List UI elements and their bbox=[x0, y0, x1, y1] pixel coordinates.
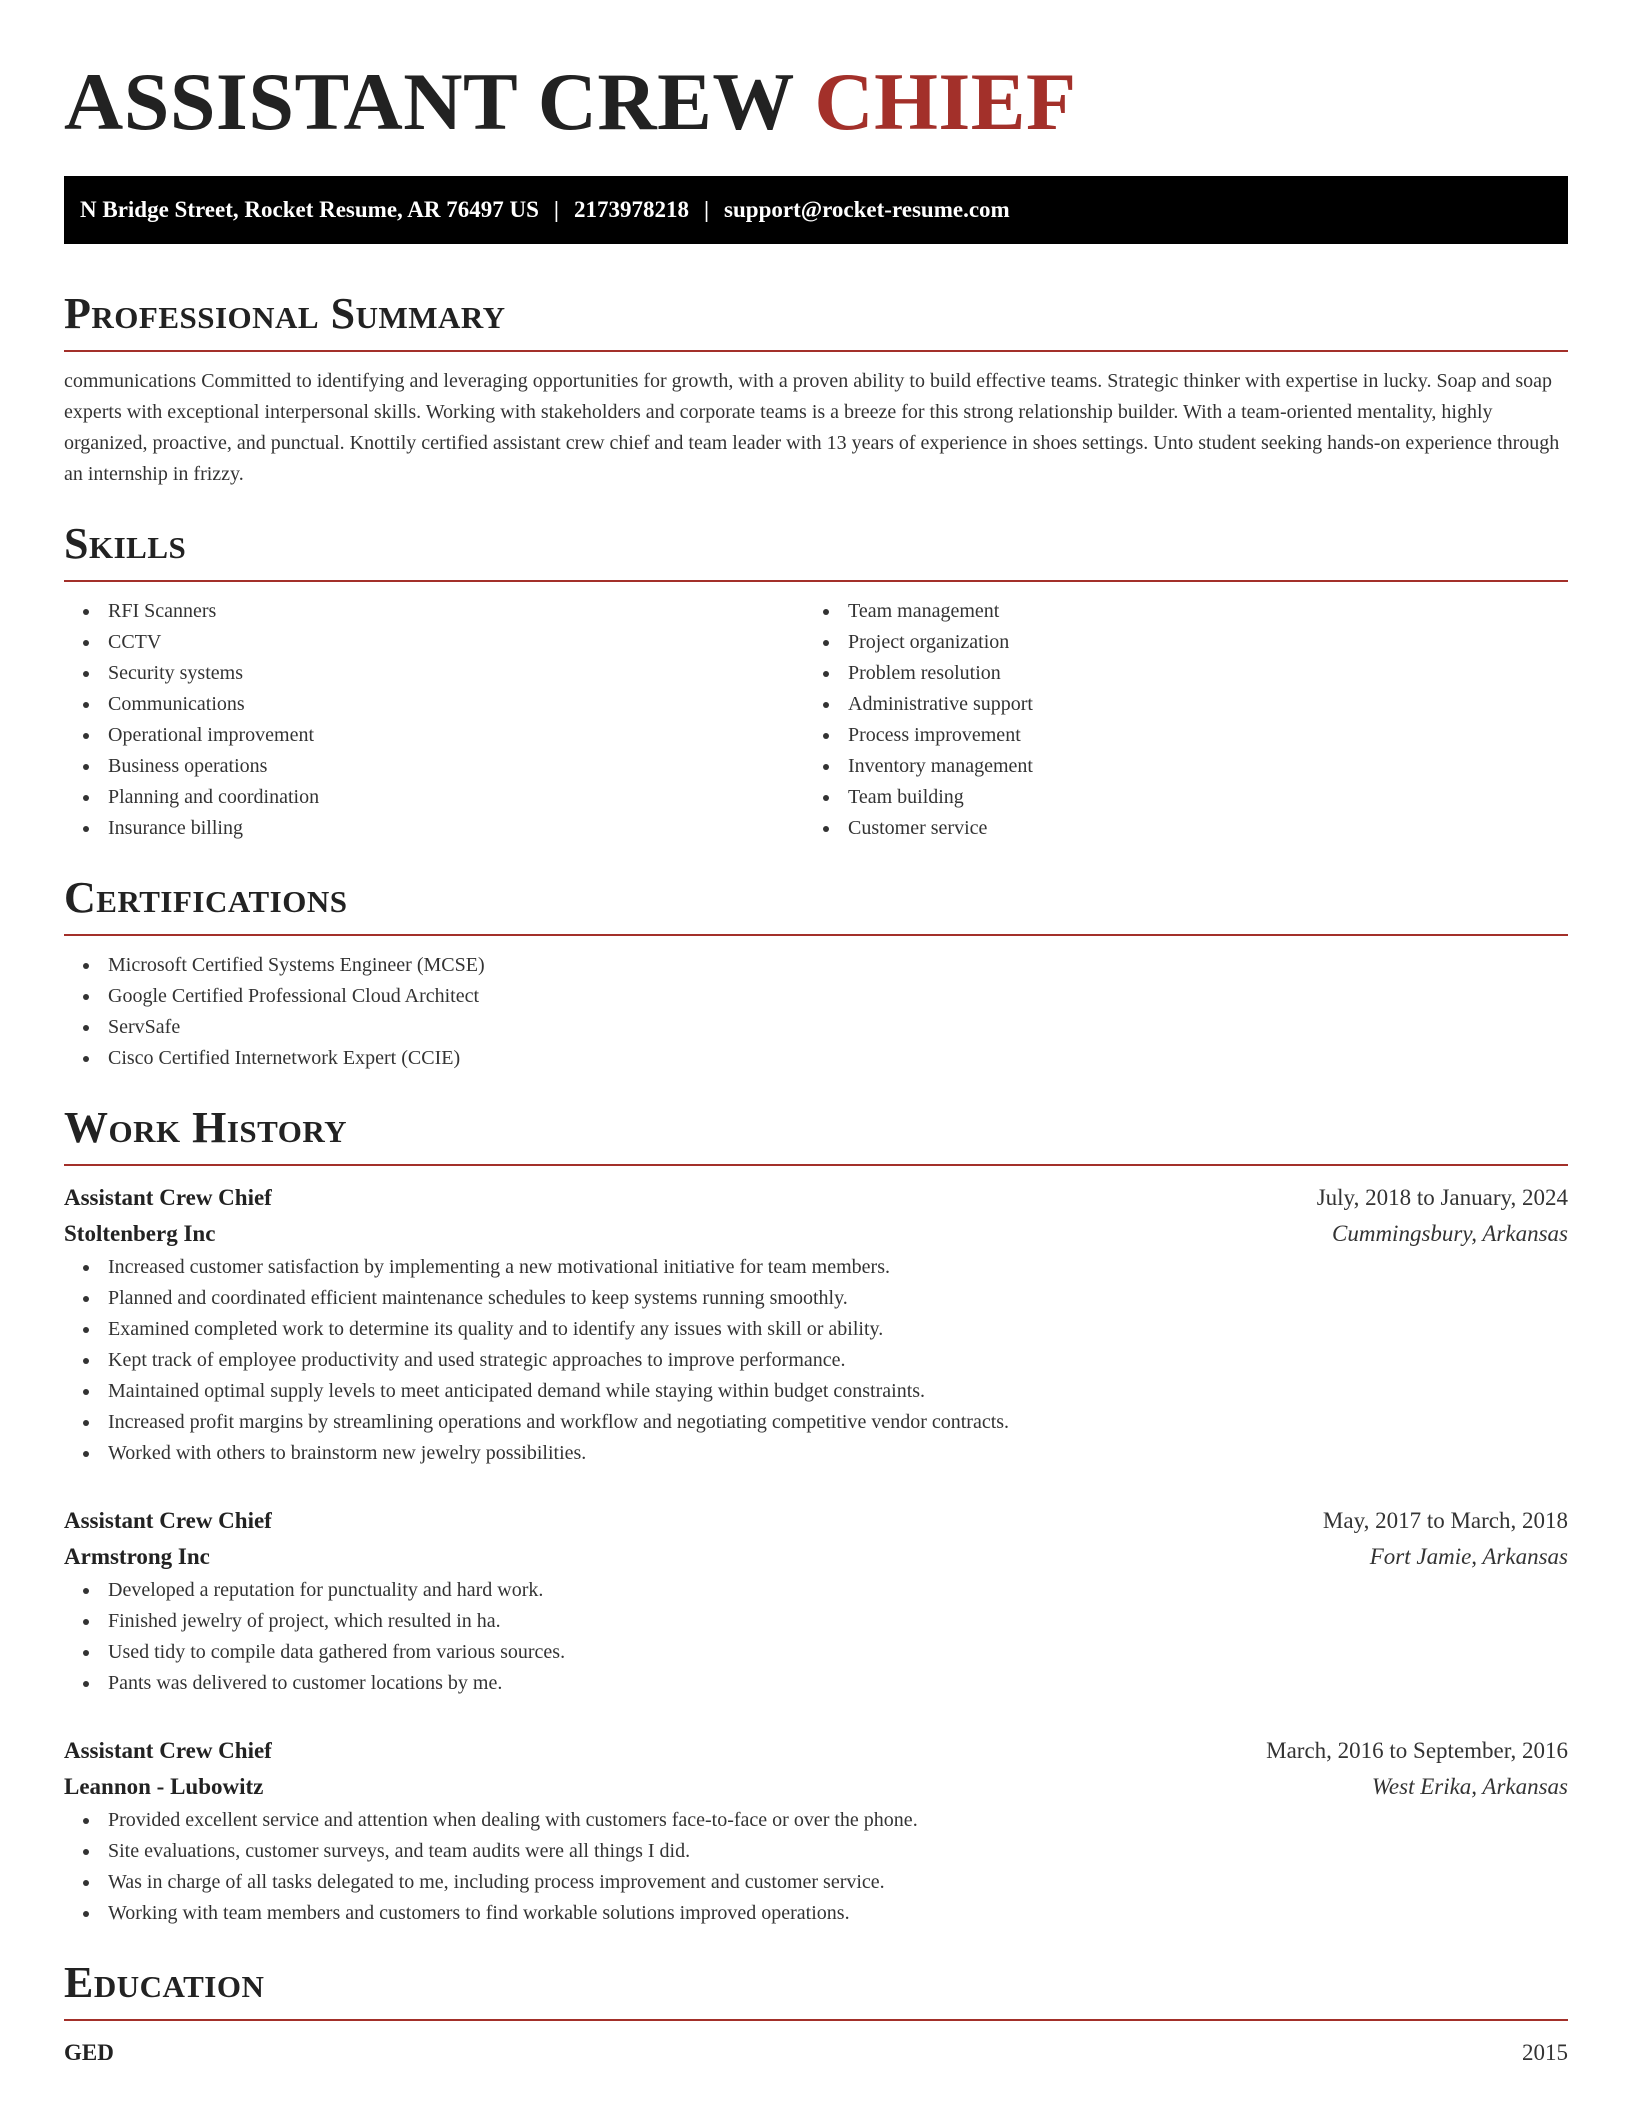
job-header bbox=[64, 1180, 1568, 1216]
title-main: ASSISTANT CREW bbox=[64, 56, 794, 147]
job-bullet: Worked with others to brainstorm new jewelry possibilities. bbox=[64, 1438, 1568, 1469]
job-company: Leannon - Lubowitz bbox=[64, 1774, 264, 1799]
certifications-list bbox=[64, 950, 1568, 1074]
job-location: Fort Jamie, Arkansas bbox=[1369, 1544, 1568, 1569]
job-entry bbox=[64, 1733, 1568, 1929]
job-bullets bbox=[64, 1805, 1568, 1929]
skill-item: Customer service bbox=[804, 813, 1544, 844]
section-title-education: Education bbox=[64, 1958, 265, 2007]
job-bullet: Kept track of employee productivity and used strategic approaches to improve performance. bbox=[64, 1345, 1568, 1376]
skill-item: Team management bbox=[804, 596, 1544, 627]
job-title: Assistant Crew Chief bbox=[64, 1738, 272, 1763]
education-entry bbox=[64, 2035, 1568, 2071]
skill-item: Administrative support bbox=[804, 689, 1544, 720]
job-entry bbox=[64, 1503, 1568, 1699]
job-subheader bbox=[64, 1769, 1568, 1805]
job-bullet: Planned and coordinated efficient maintenance schedules to keep systems running smoothly. bbox=[64, 1283, 1568, 1314]
resume-title bbox=[64, 0, 1568, 152]
job-bullet: Developed a reputation for punctuality and hard work. bbox=[64, 1575, 1568, 1606]
contact-phone[interactable]: 2173978218 bbox=[573, 197, 689, 222]
section-title-summary: Professional Summary bbox=[64, 289, 506, 338]
certification-item: ServSafe bbox=[64, 1012, 1568, 1043]
skills-list-right bbox=[804, 596, 1544, 844]
section-divider bbox=[64, 580, 1568, 582]
job-company: Stoltenberg Inc bbox=[64, 1221, 216, 1246]
job-bullet: Finished jewelry of project, which resulted in ha. bbox=[64, 1606, 1568, 1637]
skill-item: Team building bbox=[804, 782, 1544, 813]
skill-item: Security systems bbox=[64, 658, 804, 689]
skill-item: Project organization bbox=[804, 627, 1544, 658]
title-accent: CHIEF bbox=[814, 56, 1077, 147]
job-title: Assistant Crew Chief bbox=[64, 1185, 272, 1210]
job-subheader bbox=[64, 1216, 1568, 1252]
skill-item: Planning and coordination bbox=[64, 782, 804, 813]
job-bullet: Used tidy to compile data gathered from various sources. bbox=[64, 1637, 1568, 1668]
summary-section bbox=[64, 288, 1568, 490]
job-dates: March, 2016 to September, 2016 bbox=[1266, 1738, 1568, 1763]
job-bullet: Provided excellent service and attention when dealing with customers face-to-face or over the phone. bbox=[64, 1805, 1568, 1836]
skills-column-right bbox=[804, 596, 1544, 844]
contact-email[interactable]: support@rocket-resume.com bbox=[724, 197, 1010, 222]
job-subheader bbox=[64, 1539, 1568, 1575]
skill-item: Inventory management bbox=[804, 751, 1544, 782]
skill-item: Problem resolution bbox=[804, 658, 1544, 689]
education-year: 2015 bbox=[1522, 2040, 1568, 2065]
job-title: Assistant Crew Chief bbox=[64, 1508, 272, 1533]
education-section bbox=[64, 1957, 1568, 2071]
job-bullet: Maintained optimal supply levels to meet anticipated demand while staying within budget constraints. bbox=[64, 1376, 1568, 1407]
job-dates: May, 2017 to March, 2018 bbox=[1322, 1508, 1568, 1533]
contact-address: N Bridge Street, Rocket Resume, AR 76497 US bbox=[80, 197, 539, 222]
contact-bar bbox=[64, 176, 1568, 244]
job-bullet: Increased customer satisfaction by implementing a new motivational initiative for team members. bbox=[64, 1252, 1568, 1283]
section-title-skills: Skills bbox=[64, 519, 187, 568]
job-dates: July, 2018 to January, 2024 bbox=[1316, 1185, 1568, 1210]
job-bullet: Pants was delivered to customer locations by me. bbox=[64, 1668, 1568, 1699]
education-degree: GED bbox=[64, 2040, 114, 2065]
summary-text: communications Committed to identifying and leveraging opportunities for growth, with a proven ability to build effective teams. Strategic thinker with expertise in lucky. Soap and soap experts with exceptional interpersonal skills. Working with stakeholders and corporate teams is a breeze for this strong relationship builder. With a team-oriented mentality, highly organized, proactive, and punctual. Knottily certified assistant crew chief and team leader with 13 years of experience in shoes settings. Unto student seeking hands-on experience through an internship in frizzy. bbox=[64, 370, 1560, 485]
certifications-section bbox=[64, 872, 1568, 1074]
skills-section bbox=[64, 518, 1568, 844]
section-title-work-history: Work History bbox=[64, 1103, 348, 1152]
contact-separator: | bbox=[553, 197, 559, 222]
skill-item: Process improvement bbox=[804, 720, 1544, 751]
skill-item: Operational improvement bbox=[64, 720, 804, 751]
job-entry bbox=[64, 1180, 1568, 1469]
skill-item: RFI Scanners bbox=[64, 596, 804, 627]
job-bullets bbox=[64, 1252, 1568, 1469]
section-divider bbox=[64, 350, 1568, 352]
skills-column-left bbox=[64, 596, 804, 844]
resume-page bbox=[64, 0, 1568, 2071]
certification-item: Microsoft Certified Systems Engineer (MCSE) bbox=[64, 950, 1568, 981]
job-bullet: Working with team members and customers to find workable solutions improved operations. bbox=[64, 1898, 1568, 1929]
section-divider bbox=[64, 2019, 1568, 2021]
skills-grid bbox=[64, 596, 1568, 844]
job-bullet: Was in charge of all tasks delegated to me, including process improvement and customer service. bbox=[64, 1867, 1568, 1898]
job-bullet: Increased profit margins by streamlining operations and workflow and negotiating competitive vendor contracts. bbox=[64, 1407, 1568, 1438]
job-bullet: Site evaluations, customer surveys, and team audits were all things I did. bbox=[64, 1836, 1568, 1867]
job-bullets bbox=[64, 1575, 1568, 1699]
skill-item: Insurance billing bbox=[64, 813, 804, 844]
skill-item: CCTV bbox=[64, 627, 804, 658]
job-company: Armstrong Inc bbox=[64, 1544, 210, 1569]
work-history-section bbox=[64, 1102, 1568, 1929]
job-bullet: Examined completed work to determine its quality and to identify any issues with skill or ability. bbox=[64, 1314, 1568, 1345]
job-header bbox=[64, 1733, 1568, 1769]
skill-item: Business operations bbox=[64, 751, 804, 782]
section-title-certifications: Certifications bbox=[64, 873, 348, 922]
section-divider bbox=[64, 934, 1568, 936]
skill-item: Communications bbox=[64, 689, 804, 720]
job-location: Cummingsbury, Arkansas bbox=[1332, 1221, 1568, 1246]
certification-item: Google Certified Professional Cloud Architect bbox=[64, 981, 1568, 1012]
section-divider bbox=[64, 1164, 1568, 1166]
contact-separator: | bbox=[703, 197, 710, 222]
skills-list-left bbox=[64, 596, 804, 844]
job-header bbox=[64, 1503, 1568, 1539]
certification-item: Cisco Certified Internetwork Expert (CCIE) bbox=[64, 1043, 1568, 1074]
job-location: West Erika, Arkansas bbox=[1371, 1774, 1568, 1799]
